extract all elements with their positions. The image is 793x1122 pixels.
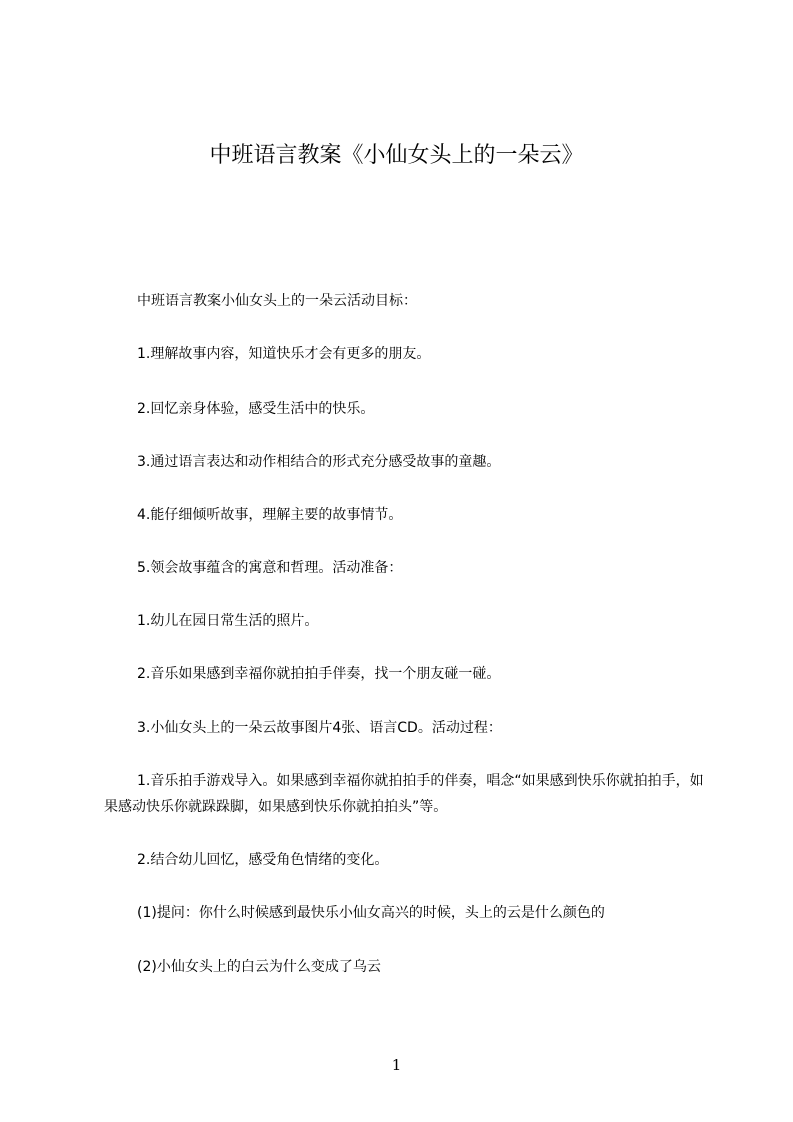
paragraph-objective-3: 3.通过语言表达和动作相结合的形式充分感受故事的童趣。 xyxy=(137,454,501,470)
page-number: 1 xyxy=(391,1056,402,1074)
paragraph-objective-5: 5.领会故事蕴含的寓意和哲理。活动准备： xyxy=(137,560,403,576)
paragraph-objectives-heading: 中班语言教案小仙女头上的一朵云活动目标： xyxy=(137,293,417,309)
paragraph-objective-1: 1.理解故事内容，知道快乐才会有更多的朋友。 xyxy=(137,346,431,362)
paragraph-preparation-3: 3.小仙女头上的一朵云故事图片4张、语言CD。活动过程： xyxy=(137,720,502,736)
document-title: 中班语言教案《小仙女头上的一朵云》 xyxy=(209,143,584,168)
paragraph-process-question-1: (1)提问：你什么时候感到最快乐小仙女高兴的时候，头上的云是什么颜色的 xyxy=(137,905,605,921)
paragraph-objective-2: 2.回忆亲身体验，感受生活中的快乐。 xyxy=(137,401,375,417)
paragraph-process-1: 1.音乐拍手游戏导入。如果感到幸福你就拍拍手的伴奏，唱念“如果感到快乐你就拍拍手，如果感动快乐你就跺跺脚，如果感到快乐你就拍拍头”等。 xyxy=(104,773,704,815)
paragraph-process-2: 2.结合幼儿回忆，感受角色情绪的变化。 xyxy=(137,852,389,868)
paragraph-preparation-2: 2.音乐如果感到幸福你就拍拍手伴奏，找一个朋友碰一碰。 xyxy=(137,666,501,682)
paragraph-process-question-2: (2)小仙女头上的白云为什么变成了乌云 xyxy=(137,959,381,975)
paragraph-preparation-1: 1.幼儿在园日常生活的照片。 xyxy=(137,613,319,629)
paragraph-objective-4: 4.能仔细倾听故事，理解主要的故事情节。 xyxy=(137,507,403,523)
